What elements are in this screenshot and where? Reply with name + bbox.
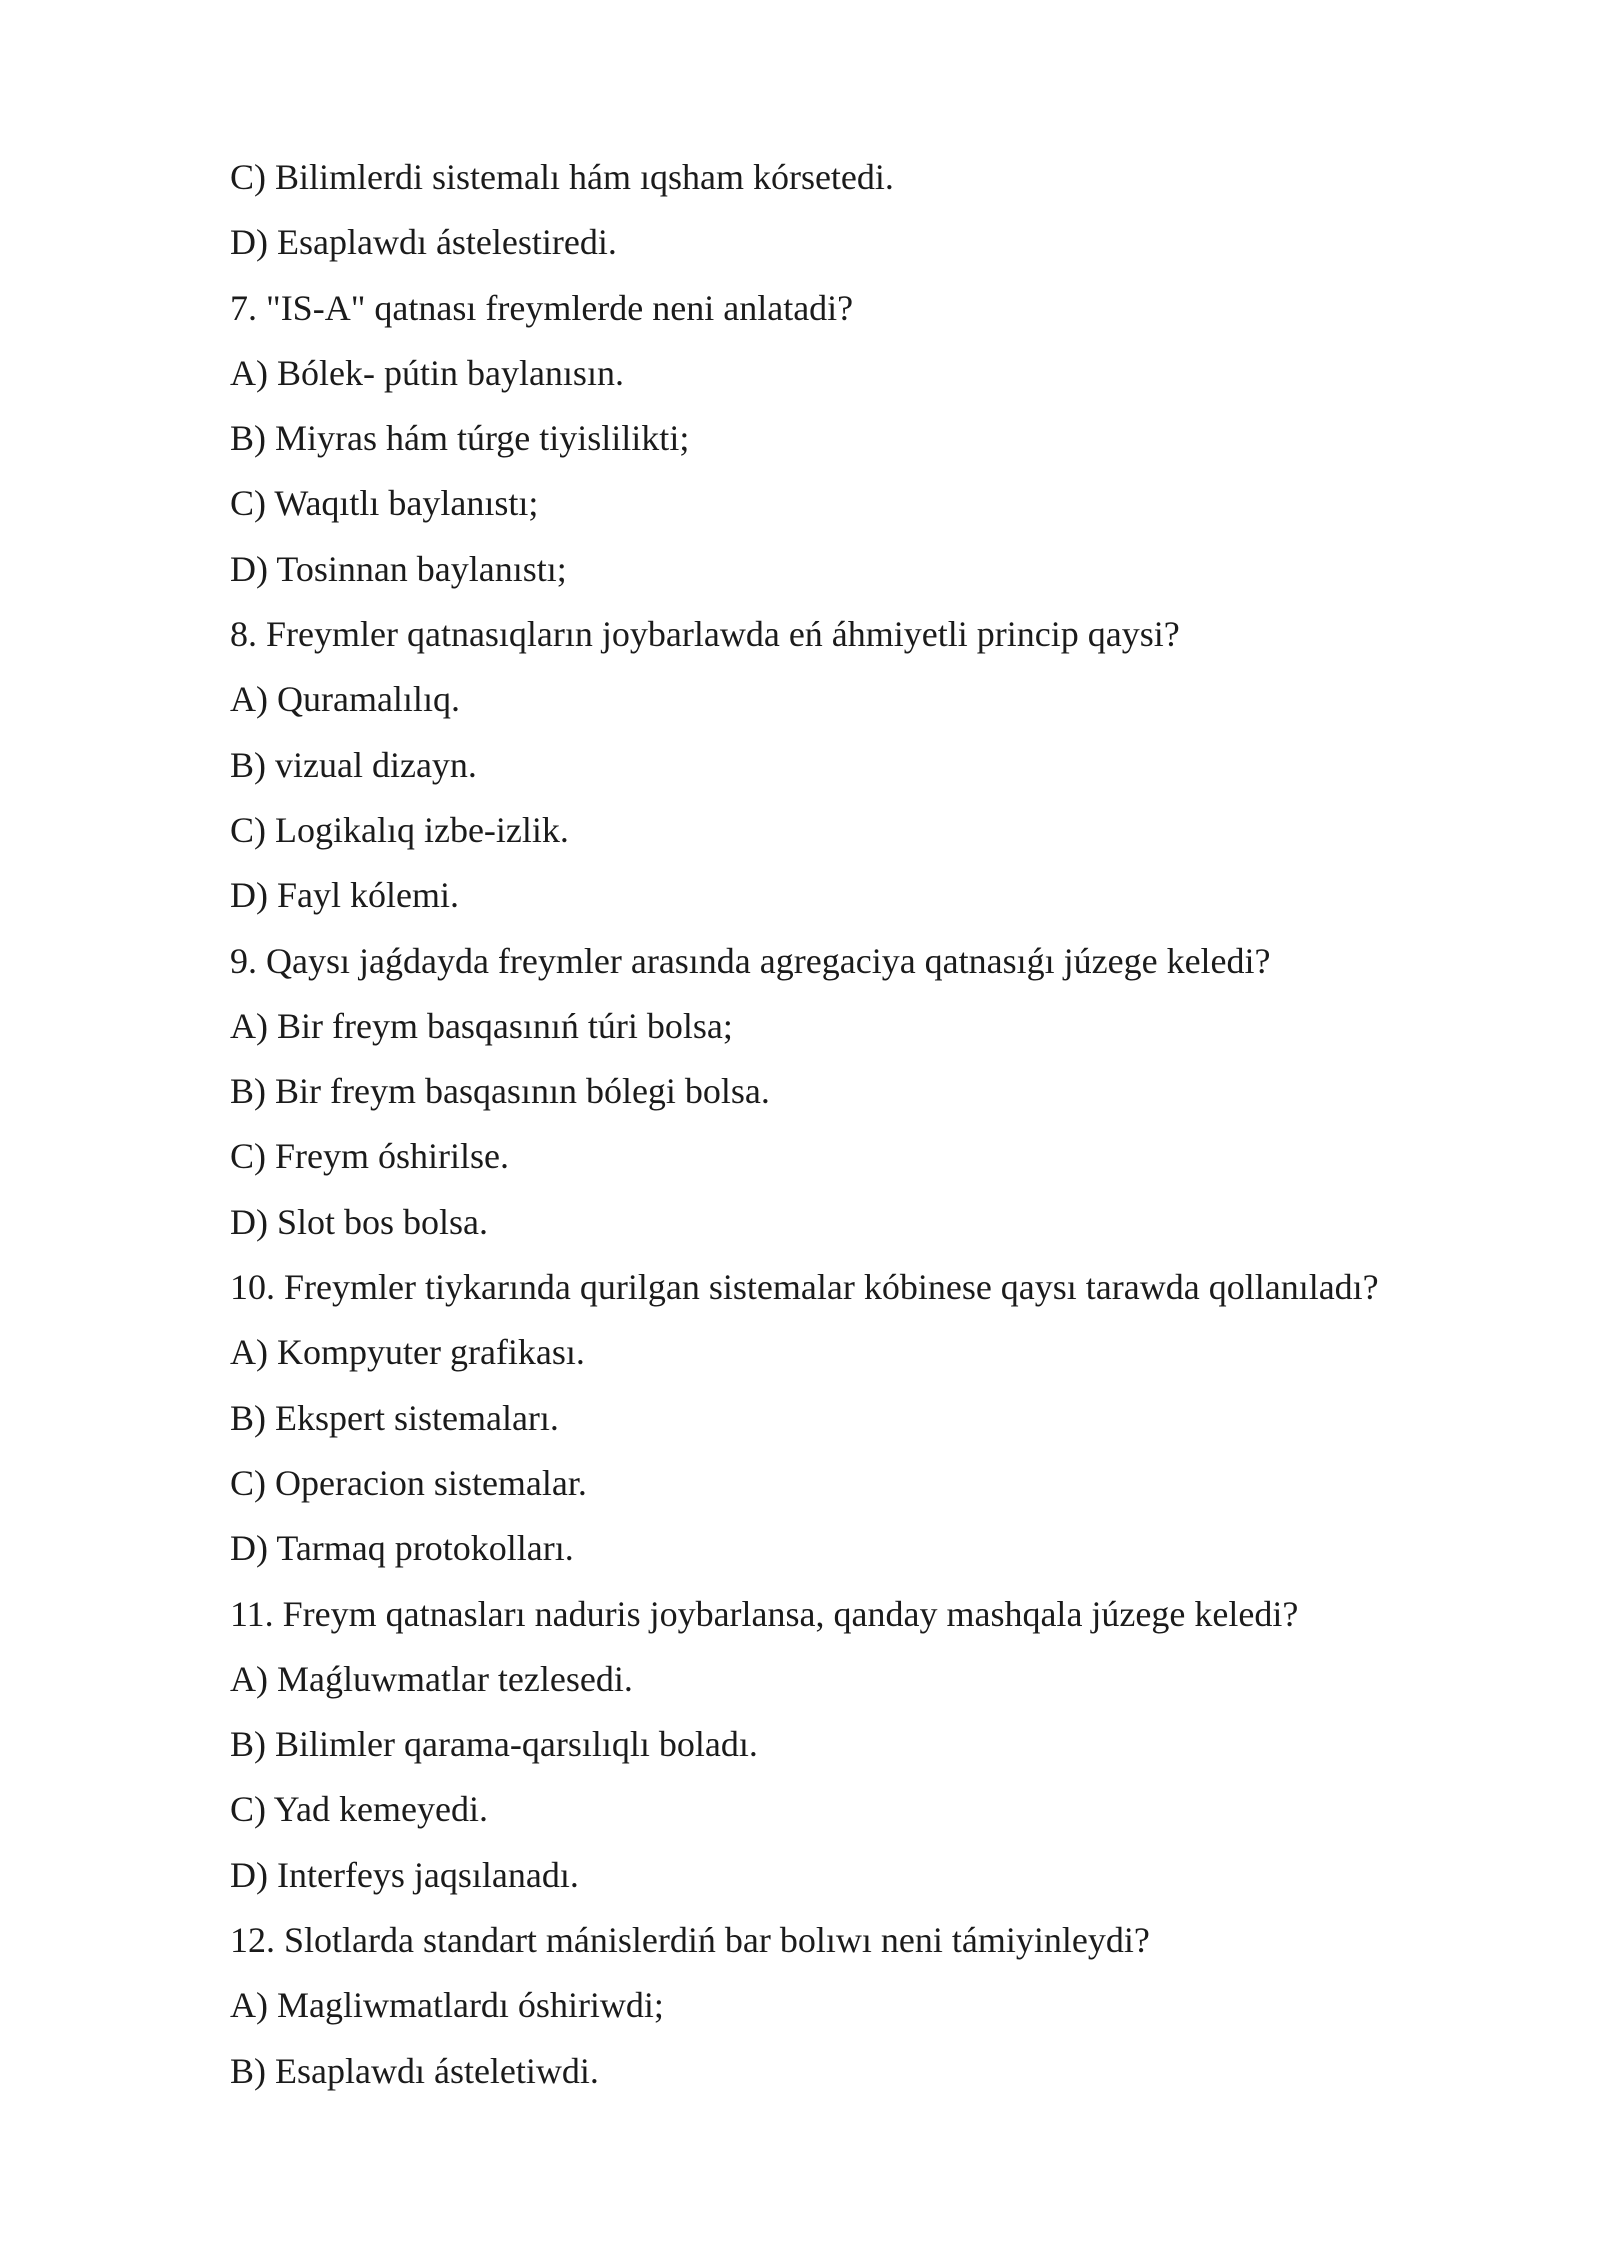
question-text: 7. "IS-A" qatnası freymlerde neni anlatadi? [230,287,854,328]
answer-option: D) Tosinnan baylanıstı; [230,548,567,589]
question-text: 9. Qaysı jaǵdayda freymler arasında agregaciya qatnasıǵı júzege keledi? [230,940,1271,981]
answer-option: B) Bir freym basqasının bólegi bolsa. [230,1071,770,1112]
answer-option: C) Freym óshirilse. [230,1136,509,1177]
answer-option: D) Slot bos bolsa. [230,1201,489,1242]
answer-option: B) Miyras hám túrge tiyislilikti; [230,418,690,459]
answer-option: C) Operacion sistemalar. [230,1462,587,1503]
question-text: 12. Slotlarda standart mánislerdiń bar bolıwı neni támiyinleydi? [230,1920,1150,1961]
answer-option: C) Waqıtlı baylanıstı; [230,483,539,524]
question-text: 11. Freym qatnasları naduris joybarlansa, qanday mashqala júzege keledi? [230,1593,1299,1634]
answer-option: B) Esaplawdı ásteletiwdi. [230,2050,599,2091]
answer-option: D) Interfeys jaqsılanadı. [230,1854,579,1895]
answer-option: A) Kompyuter grafikası. [230,1332,585,1373]
question-list [230,150,1530,2109]
answer-option: A) Bólek- pútin baylanısın. [230,352,624,393]
answer-option: A) Magliwmatlardı óshiriwdi; [230,1985,664,2026]
answer-option: D) Fayl kólemi. [230,875,459,916]
question-text: 10. Freymler tiykarında qurilgan sistemalar kóbinese qaysı tarawda qollanıladı? [230,1267,1379,1308]
answer-option: C) Bilimlerdi sistemalı hám ıqsham kórsetedi. [230,157,894,197]
answer-option: C) Yad kemeyedi. [230,1789,488,1830]
answer-option: A) Quramalılıq. [230,679,460,720]
answer-option: A) Maǵluwmatlar tezlesedi. [230,1658,633,1699]
answer-option: A) Bir freym basqasınıń túri bolsa; [230,1005,733,1046]
answer-option: B) Ekspert sistemaları. [230,1397,559,1438]
answer-option: C) Logikalıq izbe-izlik. [230,809,569,850]
answer-option: B) Bilimler qarama-qarsılıqlı boladı. [230,1724,758,1765]
answer-option: B) vizual dizayn. [230,744,477,785]
answer-option: D) Esaplawdı ástelestiredi. [230,222,617,263]
answer-option: D) Tarmaq protokolları. [230,1528,574,1569]
question-text: 8. Freymler qatnasıqların joybarlawda eń áhmiyetli princip qaysi? [230,614,1180,655]
